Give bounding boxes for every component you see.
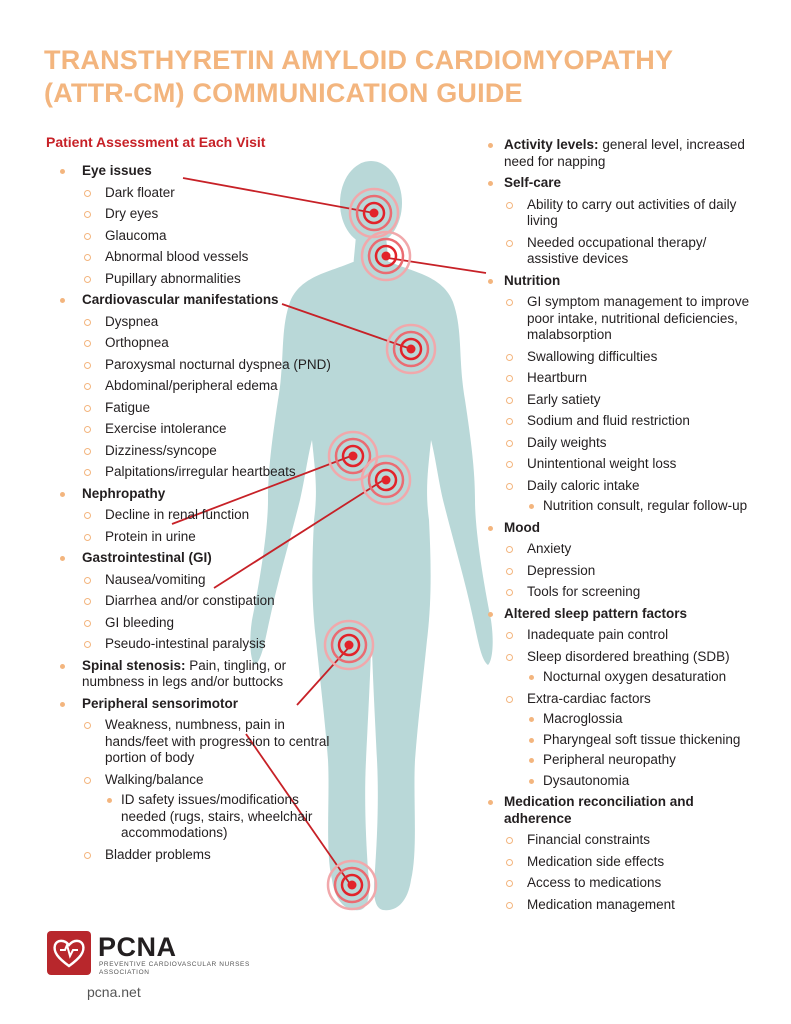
list-item	[504, 691, 757, 790]
category-peripheral-sensorimotor	[46, 696, 336, 864]
category-description: Pain, tingling, or numbness in legs and/or buttocks	[82, 657, 287, 689]
list-item: Palpitations/irregular heartbeats	[82, 464, 336, 481]
item-list	[82, 717, 336, 863]
list-item-text: Walking/balance	[105, 771, 204, 787]
item-list	[504, 197, 757, 268]
item-list	[504, 541, 757, 601]
category-name: Cardiovascular manifestations	[82, 292, 279, 307]
pcna-logo[interactable]	[46, 930, 256, 978]
category-name: Spinal stenosis:	[82, 657, 186, 673]
title-line-1: TRANSTHYRETIN AMYLOID CARDIOMYOPATHY	[44, 45, 674, 75]
list-item: Inadequate pain control	[504, 627, 757, 644]
subitem-list	[527, 498, 757, 515]
list-item: Weakness, numbness, pain in hands/feet with progression to central portion of body	[82, 717, 336, 767]
logo-subtext: PREVENTIVE CARDIOVASCULAR NURSES ASSOCIATION	[99, 961, 250, 976]
category-description: general level, increased need for napping	[504, 137, 745, 169]
category-name: Medication reconciliation and adherence	[504, 794, 694, 826]
item-list	[82, 572, 336, 653]
list-item: Medication side effects	[504, 854, 757, 871]
category-name: Gastrointestinal (GI)	[82, 550, 212, 565]
subitem-list	[527, 669, 757, 686]
list-item: Exercise intolerance	[82, 421, 336, 438]
sub-list-item: Macroglossia	[527, 711, 757, 728]
list-item: Unintentional weight loss	[504, 456, 757, 473]
category-eye-issues	[46, 163, 336, 287]
footer-url[interactable]: pcna.net	[87, 984, 141, 1000]
sub-list-item: Nocturnal oxygen desaturation	[527, 669, 757, 686]
list-item: GI symptom management to improve poor intake, nutritional deficiencies, malabsorption	[504, 294, 757, 344]
list-item: Sodium and fluid restriction	[504, 413, 757, 430]
category-altered-sleep	[487, 606, 757, 790]
target-gut-icon	[362, 456, 410, 504]
list-item: Dark floater	[82, 185, 336, 202]
list-item	[504, 649, 757, 686]
list-item: Swallowing difficulties	[504, 349, 757, 366]
list-item: Pupillary abnormalities	[82, 271, 336, 288]
target-heart-icon	[387, 325, 435, 373]
sub-list-item: Peripheral neuropathy	[527, 752, 757, 769]
item-list	[504, 294, 757, 515]
category-nephropathy	[46, 486, 336, 546]
sub-list-item: Dysautonomia	[527, 773, 757, 790]
sub-list-item: Nutrition consult, regular follow-up	[527, 498, 757, 515]
list-item: Dizziness/syncope	[82, 443, 336, 460]
list-item: Abdominal/peripheral edema	[82, 378, 336, 395]
list-item: Early satiety	[504, 392, 757, 409]
list-item: Heartburn	[504, 370, 757, 387]
pcna-heart-logo-icon	[46, 930, 92, 976]
list-item: Ability to carry out activities of daily living	[504, 197, 757, 230]
list-item-text: Sleep disordered breathing (SDB)	[527, 648, 730, 664]
list-item: Needed occupational therapy/ assistive devices	[504, 235, 757, 268]
list-item: GI bleeding	[82, 615, 336, 632]
category-name: Eye issues	[82, 163, 152, 178]
list-item-text: Daily caloric intake	[527, 477, 640, 493]
category-name: Self-care	[504, 175, 562, 190]
target-eye-icon	[350, 189, 398, 237]
category-activity-levels	[487, 137, 757, 170]
section-heading: Patient Assessment at Each Visit	[46, 134, 266, 150]
item-list	[504, 627, 757, 789]
category-name: Nutrition	[504, 272, 561, 288]
category-self-care	[487, 175, 757, 268]
category-nutrition	[487, 273, 757, 515]
list-item: Glaucoma	[82, 228, 336, 245]
category-mood	[487, 520, 757, 601]
list-item	[504, 478, 757, 515]
list-item-text: Extra-cardiac factors	[527, 690, 651, 706]
category-gastrointestinal	[46, 550, 336, 653]
list-item: Bladder problems	[82, 847, 336, 864]
list-item: Medication management	[504, 897, 757, 914]
list-item: Abnormal blood vessels	[82, 249, 336, 266]
list-item: Access to medications	[504, 875, 757, 892]
list-item	[82, 772, 336, 842]
category-name: Nephropathy	[82, 485, 166, 501]
target-throat-icon	[362, 232, 410, 280]
logo-text: PCNA	[98, 932, 177, 962]
item-list	[504, 832, 757, 913]
item-list	[82, 314, 336, 481]
item-list	[82, 507, 336, 545]
title-line-2: (ATTR-CM) COMMUNICATION GUIDE	[44, 78, 523, 108]
category-name: Peripheral sensorimotor	[82, 695, 239, 711]
list-item: Tools for screening	[504, 584, 757, 601]
list-item: Orthopnea	[82, 335, 336, 352]
list-item: Daily weights	[504, 435, 757, 452]
list-item: Pseudo-intestinal paralysis	[82, 636, 336, 653]
list-item: Protein in urine	[82, 529, 336, 546]
category-name: Activity levels:	[504, 137, 599, 152]
category-name: Altered sleep pattern factors	[504, 605, 688, 621]
list-item: Dry eyes	[82, 206, 336, 223]
list-item: Fatigue	[82, 400, 336, 417]
list-item: Diarrhea and/or constipation	[82, 593, 336, 610]
left-column	[46, 133, 336, 868]
target-foot-icon	[328, 861, 376, 909]
right-column	[487, 137, 757, 918]
list-item: Financial constraints	[504, 832, 757, 849]
list-item: Depression	[504, 563, 757, 580]
left-category-list	[46, 163, 336, 863]
list-item: Nausea/vomiting	[82, 572, 336, 589]
list-item: Decline in renal function	[82, 507, 336, 524]
sub-list-item: Pharyngeal soft tissue thickening	[527, 732, 757, 749]
sub-list-item: ID safety issues/modifications needed (rugs, stairs, wheelchair accommodations)	[105, 792, 336, 842]
category-name: Mood	[504, 519, 540, 535]
list-item: Paroxysmal nocturnal dyspnea (PND)	[82, 357, 336, 374]
list-item: Anxiety	[504, 541, 757, 558]
subitem-list	[527, 711, 757, 789]
subitem-list	[105, 792, 336, 842]
category-medication	[487, 794, 757, 913]
category-spinal-stenosis	[46, 658, 336, 691]
item-list	[82, 185, 336, 288]
list-item: Dyspnea	[82, 314, 336, 331]
category-cardiovascular	[46, 292, 336, 481]
right-category-list	[487, 137, 757, 913]
